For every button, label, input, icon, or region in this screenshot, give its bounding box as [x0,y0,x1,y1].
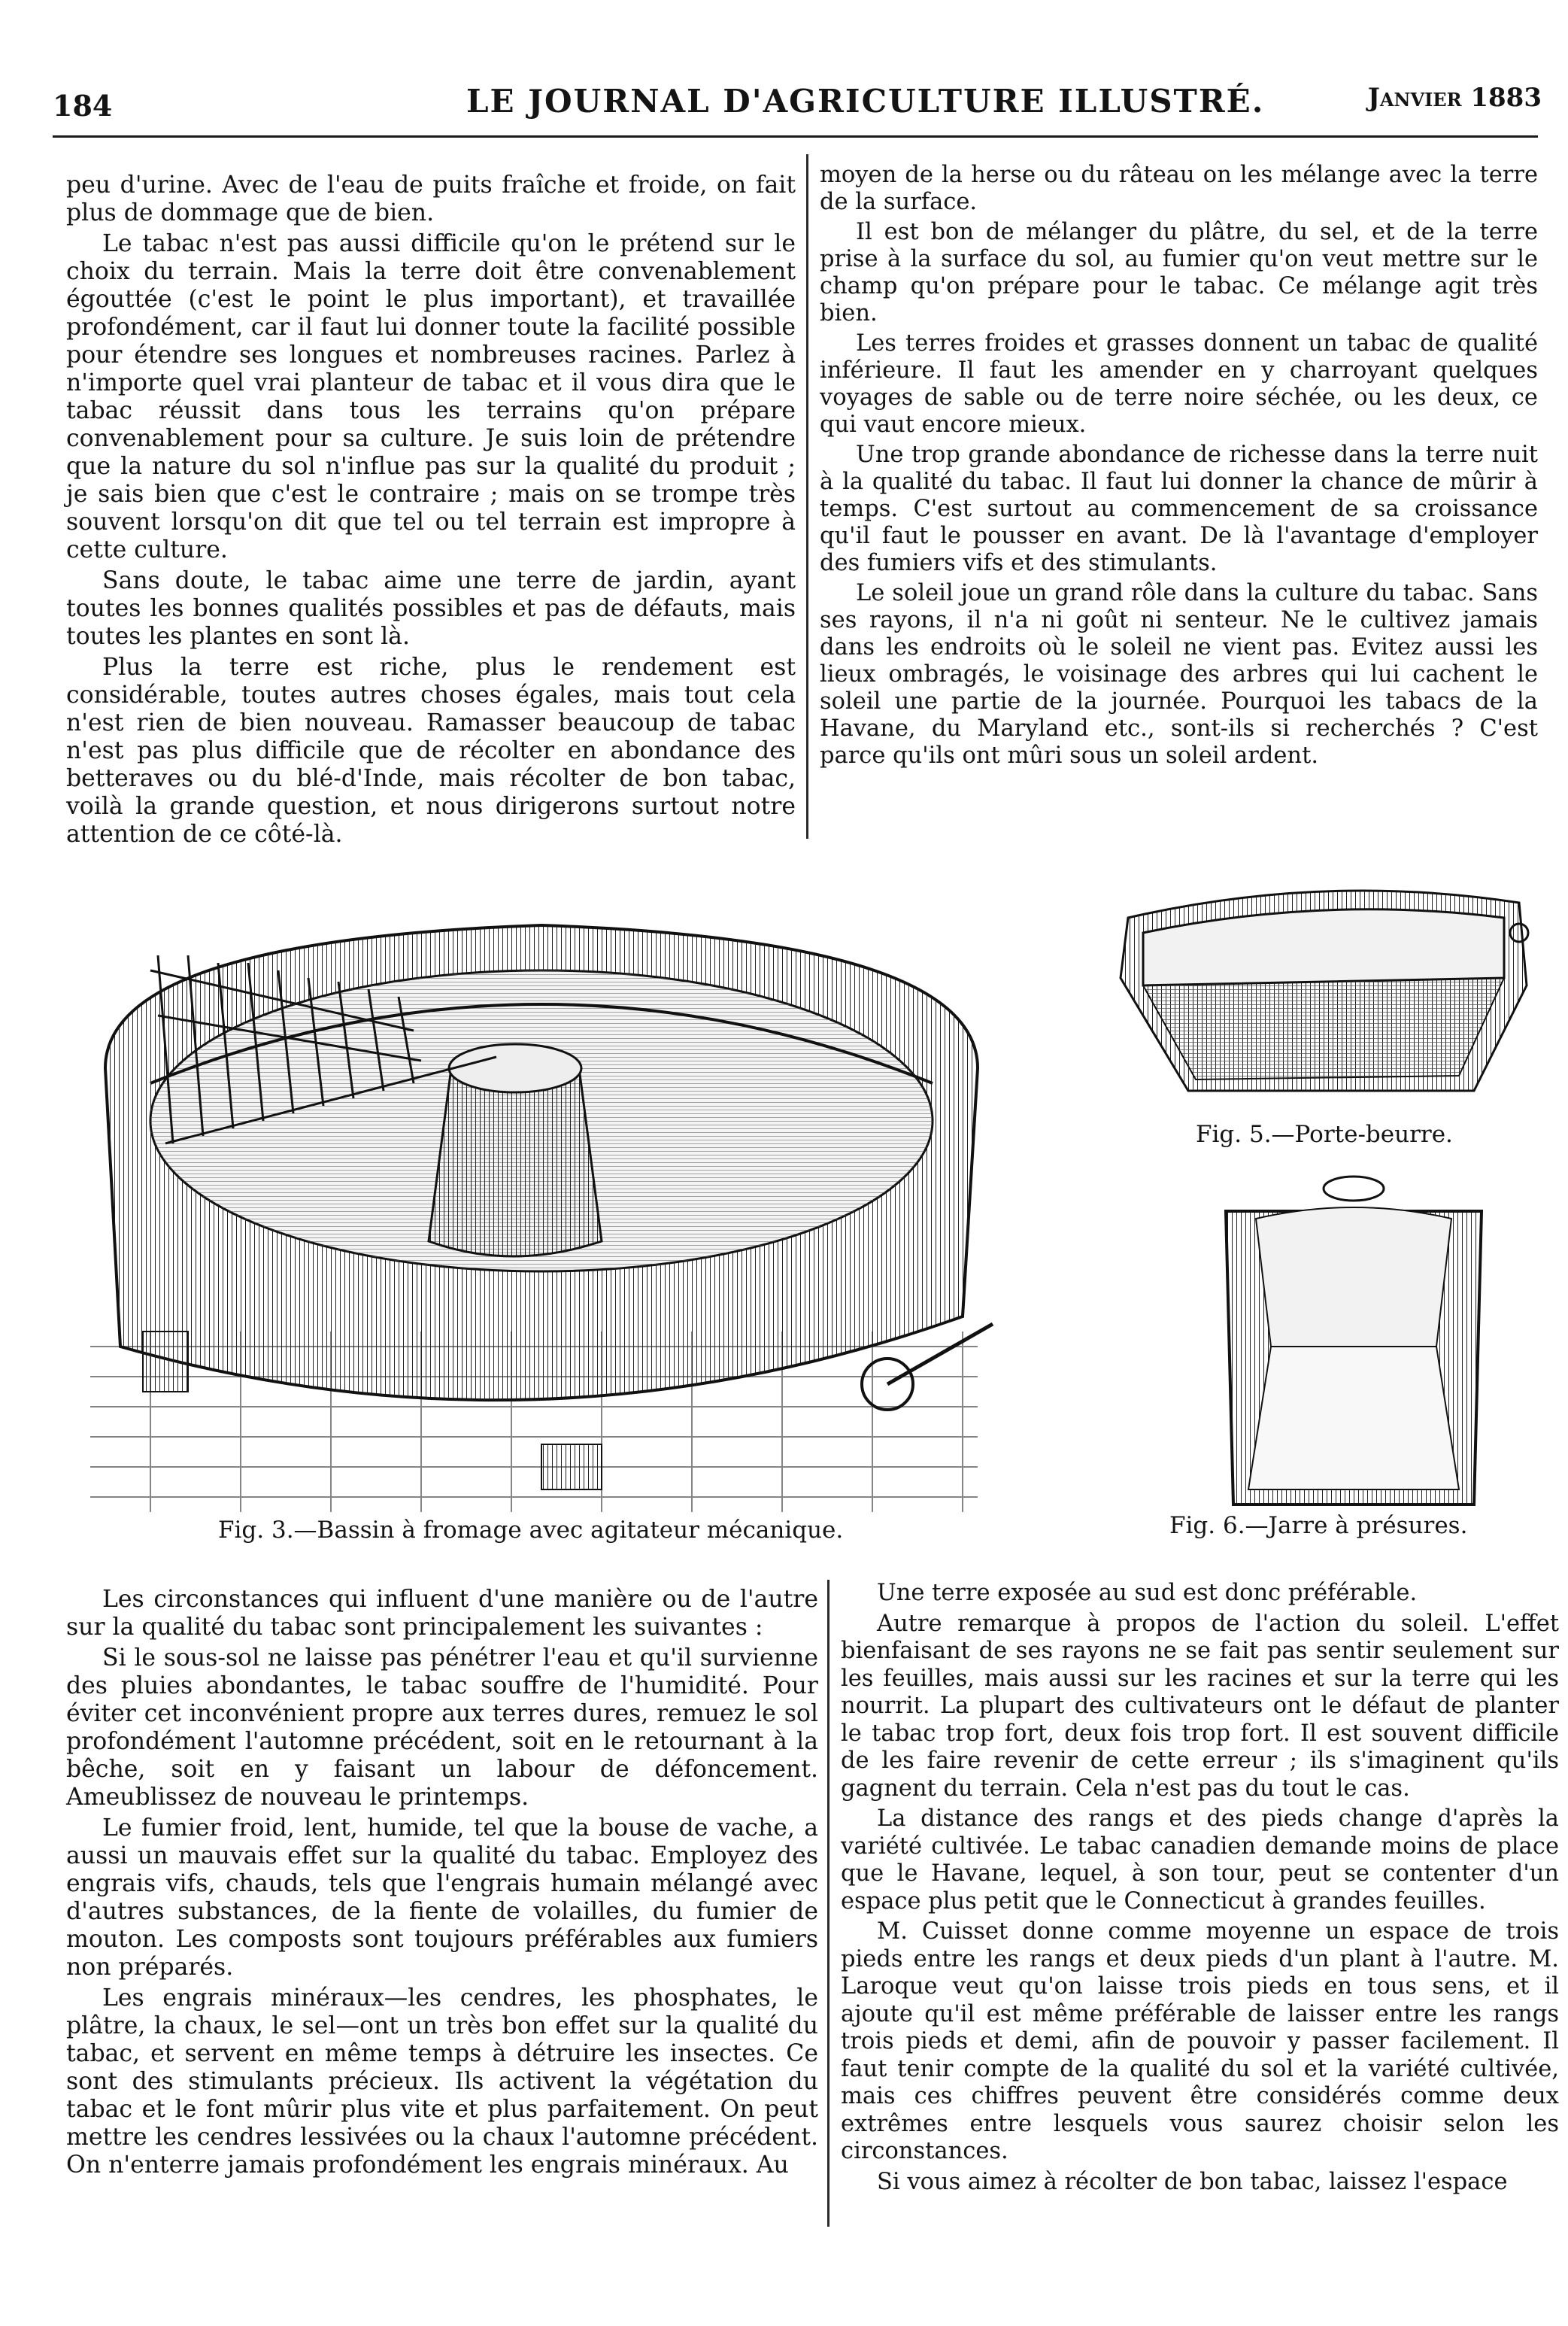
issue-date: Janvier 1883 [1367,83,1542,113]
paragraph: Une terre exposée au sud est donc préférable. [877,1580,1418,1606]
column-top-right [820,162,1538,839]
paragraph: Les circonstances qui influent d'une manière ou de l'autre sur la qualité du tabac sont principalement les suivantes : [66,1586,818,1641]
paragraph: Plus la terre est riche, plus le rendement est considérable, toutes autres choses égales, mais tout cela n'est rien de bien nouveau. Ramasser beaucoup de tabac n'est pas plus difficile que de récolter en abondance des betteraves ou du blé-d'Inde, mais récolter de bon tabac, voilà la grande question, et nous dirigerons surtout notre attention de ce côté-là. [66,654,796,848]
paragraph: Autre remarque à propos de l'action du soleil. L'effet bienfaisant de ses rayons ne se fait pas sentir seulement sur les feuilles, mais aussi sur les racines et sur la terre qui les nourrit. La plupart des cultivateurs ont le défaut de planter le tabac trop fort, deux fois trop fort. Il est souvent difficile de les faire revenir de cette erreur ; ils s'imaginent qu'ils gagnent du terrain. Cela n'est pas du tout le cas. [841,1610,1559,1802]
column-divider [806,154,808,839]
page-number: 184 [53,89,113,123]
column-divider [827,1580,829,2227]
paragraph: Le soleil joue un grand rôle dans la culture du tabac. Sans ses rayons, il n'a ni goût ni senteur. Ne le cultivez jamais dans les endroits où le soleil ne vient pas. Evitez aussi les lieux ombragés, le voisinage des arbres qui lui cachent le soleil une partie de la journée. Pourquoi les tabacs de la Havane, du Maryland etc., sont-ils si recherchés ? C'est parce qu'ils ont mûri sous un soleil ardent. [820,580,1538,769]
paragraph: peu d'urine. Avec de l'eau de puits fraîche et froide, on fait plus de dommage que de bien. [66,172,796,226]
figure-butter-box [1098,873,1549,1106]
paragraph: Si le sous-sol ne laisse pas pénétrer l'eau et qu'il survienne des pluies abondantes, le tabac souffre de l'humidité. Pour éviter cet inconvénient propre aux terres dures, remuez le sol profondément l'automne précédent, soit en le retournant à la bêche, soit en y faisant un labour de défoncement. Ameublissez de nouveau le printemps. [66,1644,818,1811]
figure-caption: Fig. 6.—Jarre à présures. [1169,1512,1468,1539]
paragraph: moyen de la herse ou du râteau on les mélange avec la terre de la surface. [820,162,1538,215]
paragraph: Une trop grande abondance de richesse dans la terre nuit à la qualité du tabac. Il faut lui donner la chance de mûrir à temps. C'est surtout au commencement de sa croissance qu'il faut le pousser en avant. De là l'avantage d'employer des fumiers vifs et des stimulants. [820,442,1538,576]
paragraph: Les terres froides et grasses donnent un tabac de qualité inférieure. Il faut les amender en y charroyant quelques voyages de sable ou de terre noire séchée, ou les deux, ce qui vaut encore mieux. [820,330,1538,438]
paragraph: Le tabac n'est pas aussi difficile qu'on le prétend sur le choix du terrain. Mais la terre doit être convenablement égouttée (c'est le point le plus important), et travaillée profondément, car il faut lui donner toute la facilité possible pour étendre ses longues et nombreuses racines. Parlez à n'importe quel vrai planteur de tabac et il vous dira que le tabac réussit dans tous les terrains qu'on prépare convenablement pour sa culture. Je suis loin de prétendre que la nature du sol n'influe pas sur la qualité du produit ; je sais bien que c'est le contraire ; mais on se trompe très souvent lorsqu'on dit que tel ou tel terrain est impropre à cette culture. [66,230,796,563]
paragraph: Les engrais minéraux—les cendres, les phosphates, le plâtre, la chaux, le sel—ont un très bon effet sur la qualité du tabac, et servent en même temps à détruire les insectes. Ce sont des stimulants précieux. Ils activent la végétation du tabac et le font mûrir plus vite et plus parfaitement. On peut mettre les cendres lessivées ou la chaux l'automne précédent. On n'enterre jamais profondément les engrais minéraux. Au [66,1984,818,2179]
paragraph: Il est bon de mélanger du plâtre, du sel, et de la terre prise à la surface du sol, au fumier qu'on veut mettre sur le champ qu'on prépare pour le tabac. Ce mélange agit très bien. [820,219,1538,326]
paragraph: M. Cuisset donne comme moyenne un espace de trois pieds entre les rangs et deux pieds d'un plant à l'autre. M. Laroque veut qu'on laisse trois pieds en tous sens, et il ajoute qu'il est même préférable de laisser entre les rangs trois pieds et demi, afin de pouvoir y passer facilement. Il faut tenir compte de la qualité du sol et la variété cultivée, mais ces chiffres peuvent être considérés comme deux extrêmes entre lesquels vous saurez choisir selon les circonstances. [841,1918,1559,2164]
column-bottom-right [841,1580,1559,2257]
paragraph: Le fumier froid, lent, humide, tel que la bouse de vache, a aussi un mauvais effet sur la qualité du tabac. Employez des engrais vifs, chauds, tels que l'engrais humain mélangé avec d'autres substances, de la fiente de volailles, du fumier de mouton. Les composts sont toujours préférables aux fumiers non préparés. [66,1814,818,1981]
paragraph: Si vous aimez à récolter de bon tabac, laissez l'espace [877,2168,1508,2195]
column-top-left [66,172,796,849]
paragraph: Sans doute, le tabac aime une terre de jardin, ayant toutes les bonnes qualités possibles et pas de défauts, mais toutes les plantes en sont là. [66,567,796,650]
paragraph: La distance des rangs et des pieds change d'après la variété cultivée. Le tabac canadien demande moins de place que le Havane, lequel, à son tour, peut se contenter d'un espace plus petit que le Connecticut à grandes feuilles. [841,1805,1559,1915]
page-header [45,83,1542,128]
figure-caption: Fig. 3.—Bassin à fromage avec agitateur mécanique. [218,1517,844,1544]
journal-title: LE JOURNAL D'AGRICULTURE ILLUSTRÉ. [466,83,1265,120]
figure-caption: Fig. 5.—Porte-beurre. [1196,1121,1453,1148]
header-rule [53,135,1538,138]
figure-rennet-jar [1196,1174,1512,1520]
figure-cheese-vat [60,895,1008,1542]
column-bottom-left [66,1586,818,2248]
